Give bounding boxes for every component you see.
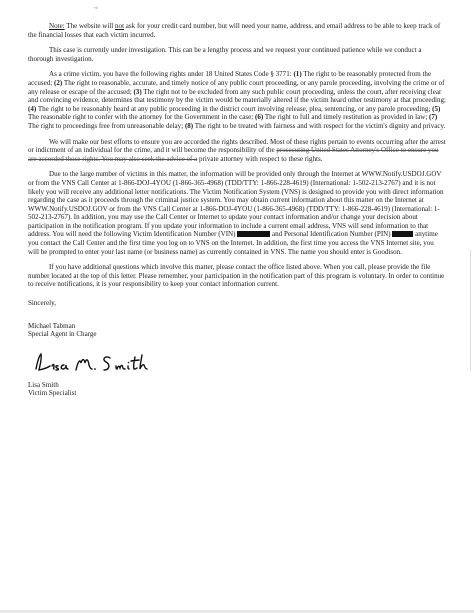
efforts-paragraph: We will make our best efforts to ensure you are accorded the rights described. Most of these rights pertain to events occurring after the arrest or indictment of an individual for the crime, and it will become the responsibility of the prosecuting United States Attorney's Office to ensure you are accorded those rights. You may also seek the advice of a private attorney with respect to these rights. [28, 137, 446, 163]
questions-paragraph: If you have additional questions which involve this matter, please contact the office listed above. When you call, please provide the file number located at the top of this letter. Please remember, your participation in the notification part of this program is voluntary. In order to continue to receive notifications, it is your responsibility to keep your contact information current. [28, 263, 445, 289]
note-label: Note: [49, 22, 65, 30]
rights-paragraph: As a crime victim, you have the following rights under 18 United States Code § 3771: (1) The right to be reasonably protected from the accused; (2) The right to reasonable, accurate, and timely notice of any public court proceeding, or any parole proceeding, involving the crime or of any release or escape of the accused; (3) The right not to be excluded from any such public court proceeding, unless the court, after receiving clear and convincing evidence, determines that testimony by the victim would be materially altered if the victim heard other testimony at that proceeding; (4) The right to be reasonably heard at any public proceeding in the district court involving release, plea, sentencing, or any parole proceeding; (5) The reasonable right to confer with the attorney for the Government in the case; (6) The right to full and timely restitution as provided in law; (7) The right to proceedings free from unreasonable delay; (8) The right to be treated with fairness and with respect for the victim's dignity and privacy. [28, 70, 446, 130]
scan-mark: ·« [93, 5, 98, 11]
pin-redaction [392, 231, 413, 237]
investigation-paragraph: This case is currently under investigation. This can be a lengthy process and we request your continued patience while we conduct a thorough investigation. [28, 46, 422, 63]
specialist-name: Lisa Smith [28, 380, 59, 389]
signer-title: Special Agent in Charge [28, 330, 97, 339]
vin-redaction [237, 231, 270, 237]
closing-salutation: Sincerely, [28, 299, 56, 308]
note-paragraph: Note: The website will not ask for your credit card number, but will need your name, address, and email address to be able to keep track of the financial losses that each victim incurred. [28, 22, 441, 39]
handwritten-signature [30, 349, 170, 375]
note-emphasis: not [115, 22, 125, 30]
signer-name: Michael Tabman [28, 321, 76, 330]
specialist-title: Victim Specialist [28, 389, 77, 398]
struck-text: prosecuting United States Attorney's Office to ensure you are accorded those rights. You may also seek the advice of a [28, 146, 439, 163]
scan-artifact [470, 250, 471, 370]
vns-paragraph: Due to the large number of victims in this matter, the information will be provided only through the Internet at WWW.Notify.USDOJ.GOV or from the VNS Call Center at 1-866-DOJ-4YOU (1-866-365-4968) (TDD/TTY: 1-866-228-4619) (International: 1-502-213-2767) and it is not likely you will receive any additional letter notifications. The Victim Notification System (VNS) is designed to provide you with direct information regarding the case as it proceeds through the criminal justice system. You may obtain current information about this matter on the Internet at WWW.Notify.USDOJ.GOV or from the VNS Call Center at 1-866-DOJ-4YOU (1-866-365-4968) (TDD/TTY: 1-866-228-4619) (International: 1-502-213-2767). In addition, you may use the Call Center or Internet to update your contact information and/or change your decision about participation in the notification program. If you update your information to include a current email address, VNS will send information to that address. You will need the following Victim Identification Number (VIN) and Personal Identification Number (PIN) anytime you contact the Call Center and the first time you log on to VNS on the Internet. In addition, the first time you access the VNS Internet site, you will be prompted to enter your last name (or business name) as currently contained in VNS. The name you should enter is Goodison. [28, 170, 444, 256]
